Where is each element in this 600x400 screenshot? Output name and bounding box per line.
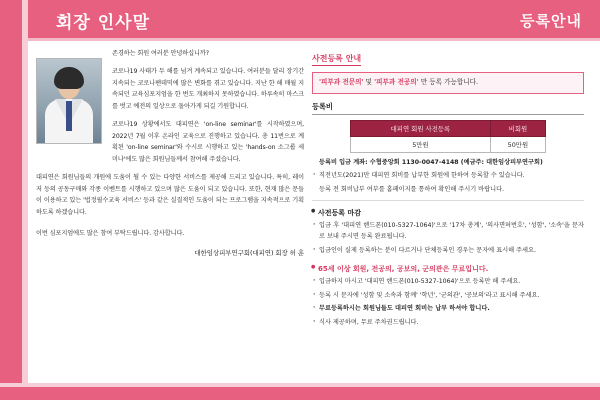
deadline-list [312,221,584,256]
eligibility-text-conjunction: 및 [365,78,375,86]
list-item: · 입금하지 마시고 '대피연 핸드폰(010-5327-1064)'으로 등록만 해 주세요. [312,277,584,288]
list-item: · 직전년도(2021)만 대피연 회비를 납부한 회원에 한하여 등록할 수 있습니다. [312,171,584,182]
list-item-highlight: · 무료등록하시는 회원님들도 대피연 회비는 납부 하셔야 합니다. [312,304,584,315]
table-header-row [351,120,546,136]
header-underline [28,38,600,41]
eligibility-notice [312,72,584,94]
fee-col-member: 대피연 회원 사전등록 [351,120,491,136]
greeting-paragraph: 대피연은 회원님들의 개원에 도움이 될 수 있는 다양한 서비스를 제공해 드리고 있습니다. 특히, 레이저 등의 공동구매와 각종 이벤트를 시행하고 있으며 많은 도움이 되고 있습니다. 또한, 현재 많은 문들이 이용하고 있는 '법정필수교육 서비스' 등과 같은 실질적인 도움이 되는 프로그램을 지속적으로 기획하도록 하겠습니다. [36,174,304,216]
list-item: 등록 전 회비납부 여부를 홈페이지를 통하여 확인해 주시기 바랍니다. [319,185,505,193]
list-item: · 입금인이 실제 등록하는 분이 다르거나 단체등록인 경우는 문자에 표시해 주세요. [312,246,584,257]
list-item: · 입금 후 '대피연 핸드폰(010-5327-1064)'으로 '17차 총계', '의사면허번호', '성함', '소속'을 문자로 보내 주시면 등록 완료됩니다. [312,221,584,242]
fee-value-nonmember: 50만원 [490,136,545,152]
eligibility-highlight-resident: '피부과 전공의' [374,78,419,86]
page-header [28,0,600,38]
bottom-decorative-band [0,387,600,400]
table-row [351,136,546,152]
free-registration-list [312,277,584,315]
registration-column [312,46,584,331]
list-item: · 식사 제공하며, 무료 주차권드립니다. [312,318,584,329]
list-item: · 등록 시 문자에 '성함 및 소속과 함께' '학년', '군의관', '공보의'라고 표시해 주세요. [312,291,584,302]
greeting-closing: 이번 심포지엄에도 많은 참여 부탁드립니다. 감사합니다. [36,230,185,238]
fee-heading: 등록비 [312,102,584,115]
fee-value-member: 5만원 [351,136,491,152]
header-right-title: 등록안내 [520,12,582,30]
deadline-heading: ● 사전등록 마감 [312,208,584,218]
divider [312,200,584,201]
bank-account-line: 등록비 입금 계좌: 수협중앙회 1130-0047-4148 (예금주: 대한임상피부연구회) [319,158,543,166]
fee-table [350,120,546,153]
free-registration-heading: ● 65세 이상 회원, 전공의, 공보의, 군의관은 무료입니다. [312,264,584,274]
footer-note-list [312,318,584,329]
bank-info-list [312,158,584,196]
chairman-signature: 대한임상피부연구회(대피연) 회장 허 훈 [194,248,304,257]
registration-section-title: 사전등록 안내 [312,53,361,66]
greeting-paragraph: 코로나19 상황에서도 대피연은 'on-line seminar'를 시작하였으며, 2022년 7월 이후 온라인 교육으로 진행하고 있습니다. 총 11번으로 계획된 'on-line seminar'와 수시로 시행하고 있는 'hands-on 소그룹 세미나'에도 많은 회원님들께서 참여해 주셨습니다. [112,121,304,163]
fee-col-nonmember: 비회원 [490,120,545,136]
eligibility-highlight-specialist: '피부과 전문의' [319,78,364,86]
greeting-paragraph: 존경하는 회원 여러분 안녕하십니까? [112,50,209,57]
eligibility-text-tail: 만 등록 가능합니다. [420,78,479,86]
chairman-photo [36,58,102,144]
greeting-paragraph: 코로나19 사태가 두 해를 넘겨 계속되고 있습니다. 여러분들 달리 장기간 지속되는 코로나팬데믹에 많은 변화를 겪고 있습니다. 지난 한 해 매월 지속되던 교육심포지엄을 한 번도 개최하지 못하였습니다. 하루속히 마스크를 벗고 예전의 일상으로 돌아가게 되길 기원합니다. [112,68,304,110]
left-decorative-band-light [22,0,28,400]
left-decorative-band [0,0,22,400]
page-title: 회장 인사말 [56,13,151,33]
greeting-column [36,48,304,378]
